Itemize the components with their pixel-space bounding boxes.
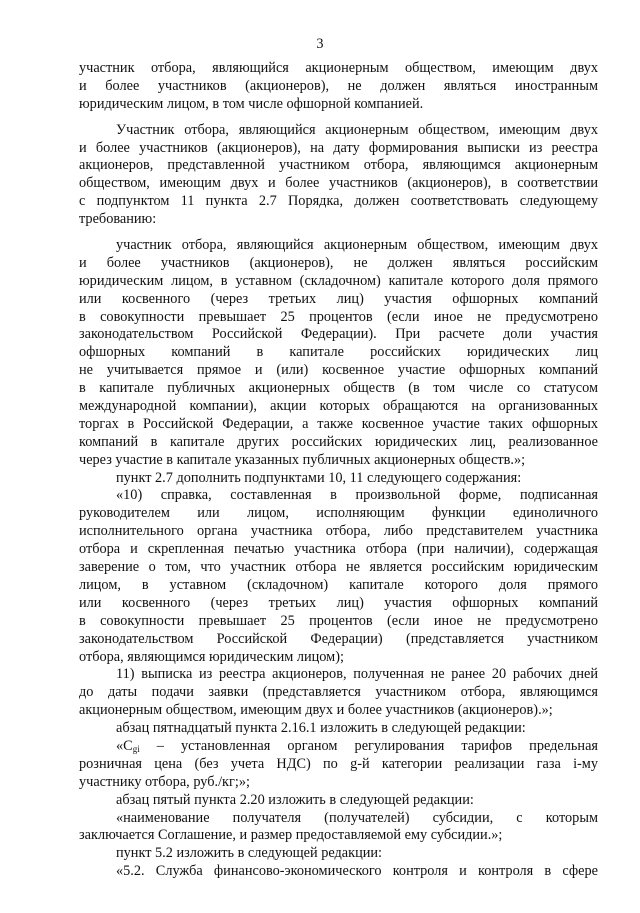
text-line: юридическим лицом, в уставном (складочном) капитале которого доля прямого: [79, 272, 598, 289]
text-line: 11) выписка из реестра акционеров, полученная не ранее 20 рабочих дней: [116, 666, 598, 683]
text-line: не учитывается прямое и (или) косвенное участие офшорных компаний: [79, 362, 598, 379]
text-line: торгах в Российской Федерации, а также косвенное участие таких офшорных: [79, 415, 598, 432]
text-line: и более участников (акционеров), не должен являться российским: [79, 254, 598, 271]
text-line: пункт 5.2 изложить в следующей редакции:: [116, 845, 383, 862]
text-line: лицом, в уставном (складочном) капитале которого доля прямого: [79, 576, 598, 593]
text-line: розничная цена (без учета НДС) по g-й категории реализации газа i-му: [79, 755, 598, 772]
text-line: отбора, являющимся юридическим лицом);: [79, 648, 344, 665]
text-line: или косвенного (через третьих лиц) участия офшорных компаний: [79, 290, 598, 307]
text-line: в капитале публичных акционерных обществ (в том числе со статусом: [79, 380, 598, 397]
text-line: исполнительного органа участника отбора, либо представителем участника: [79, 523, 598, 540]
text-line: через участие в капитале указанных публичных акционерных обществ.»;: [79, 451, 526, 468]
text-line: акционеров, представленной участником отбора, являющимся акционерным: [79, 157, 598, 174]
text-line: участнику отбора, руб./кг;»;: [79, 773, 250, 790]
text-line: «5.2. Служба финансово-экономического контроля и контроля в сфере: [116, 863, 598, 880]
formula-definition: – установленная органом регулирования тарифов предельная: [139, 737, 598, 754]
document-body: [79, 60, 598, 881]
text-line: отбора и скрепленная печатью участника отбора (при наличии), содержащая: [79, 541, 598, 558]
paragraph-recipient-name: [79, 810, 598, 846]
text-line: законодательством Российской Федерации) (представляется участником: [79, 630, 598, 647]
text-line: Участник отбора, являющийся акционерным обществом, имеющим двух: [116, 121, 598, 138]
text-line: международной компании), акции которых обращаются на организованных: [79, 398, 598, 415]
text-line: офшорных компаний в капитале российских юридических лиц: [79, 344, 598, 361]
text-line: и более участников (акционеров), не должен являться иностранным: [79, 77, 598, 94]
text-line: заверение о том, что участник отбора не является российским юридическим: [79, 559, 598, 576]
text-line: «10) справка, составленная в произвольной форме, подписанная: [116, 487, 598, 504]
text-line: «наименование получателя (получателей) субсидии, с которым: [116, 809, 598, 826]
text-line: обществом, имеющим двух и более участников (акционеров), в соответствии: [79, 175, 598, 192]
paragraph-amend-5-2: [79, 845, 598, 863]
text-line: участник отбора, являющийся акционерным обществом, имеющим двух: [116, 237, 598, 254]
paragraph-amend-2-16-1: [79, 720, 598, 738]
text-line: заключается Соглашение, и размер предоставляемой ему субсидии.»;: [79, 827, 503, 844]
text-line: и более участников (акционеров), на дату формирования выписки из реестра: [79, 139, 598, 156]
paragraph-amend-2-7: [79, 470, 598, 488]
text-line: акционерным обществом, имеющим двух и более участников (акционеров).»;: [79, 702, 553, 719]
text-line: пункт 2.7 дополнить подпунктами 10, 11 следующего содержания:: [116, 469, 522, 486]
paragraph-offshore-share-limit: [79, 237, 598, 470]
text-line: юридическим лицом, в том числе офшорной компанией.: [79, 95, 424, 112]
formula-symbol: «C: [116, 737, 133, 754]
paragraph-amend-2-20: [79, 792, 598, 810]
paragraph-offshore-requirement: [79, 60, 598, 114]
paragraph-subitem-10: [79, 487, 598, 666]
paragraph-item-5-2: [79, 863, 598, 881]
text-line: до даты подачи заявки (представляется участником отбора, являющимся: [79, 684, 598, 701]
text-line: или косвенного (через третьих лиц) участия офшорных компаний: [79, 594, 598, 611]
text-line: законодательством Российской Федерации). При расчете доли участия: [79, 326, 598, 343]
text-line: абзац пятый пункта 2.20 изложить в следующей редакции:: [116, 791, 474, 808]
paragraph-subitem-11: [79, 666, 598, 720]
paragraph-price-definition: [79, 738, 598, 792]
text-line: требованию:: [79, 211, 157, 228]
formula-subscript: gi: [132, 743, 140, 754]
paragraph-shareholder-registry-requirement: [79, 122, 598, 229]
text-line: в совокупности превышает 25 процентов (если иное не предусмотрено: [79, 308, 598, 325]
text-line: компаний в капитале других российских юридических лиц, реализованное: [79, 433, 598, 450]
text-line-formula: [79, 738, 598, 756]
text-line: в совокупности превышает 25 процентов (если иное не предусмотрено: [79, 612, 598, 629]
page-number: 3: [316, 36, 324, 52]
text-line: участник отбора, являющийся акционерным обществом, имеющим двух: [79, 60, 598, 76]
text-line: абзац пятнадцатый пункта 2.16.1 изложить в следующей редакции:: [116, 720, 526, 737]
text-line: с подпунктом 11 пункта 2.7 Порядка, должен соответствовать следующему: [79, 193, 598, 210]
text-line: руководителем или лицом, исполняющим функции единоличного: [79, 505, 598, 522]
